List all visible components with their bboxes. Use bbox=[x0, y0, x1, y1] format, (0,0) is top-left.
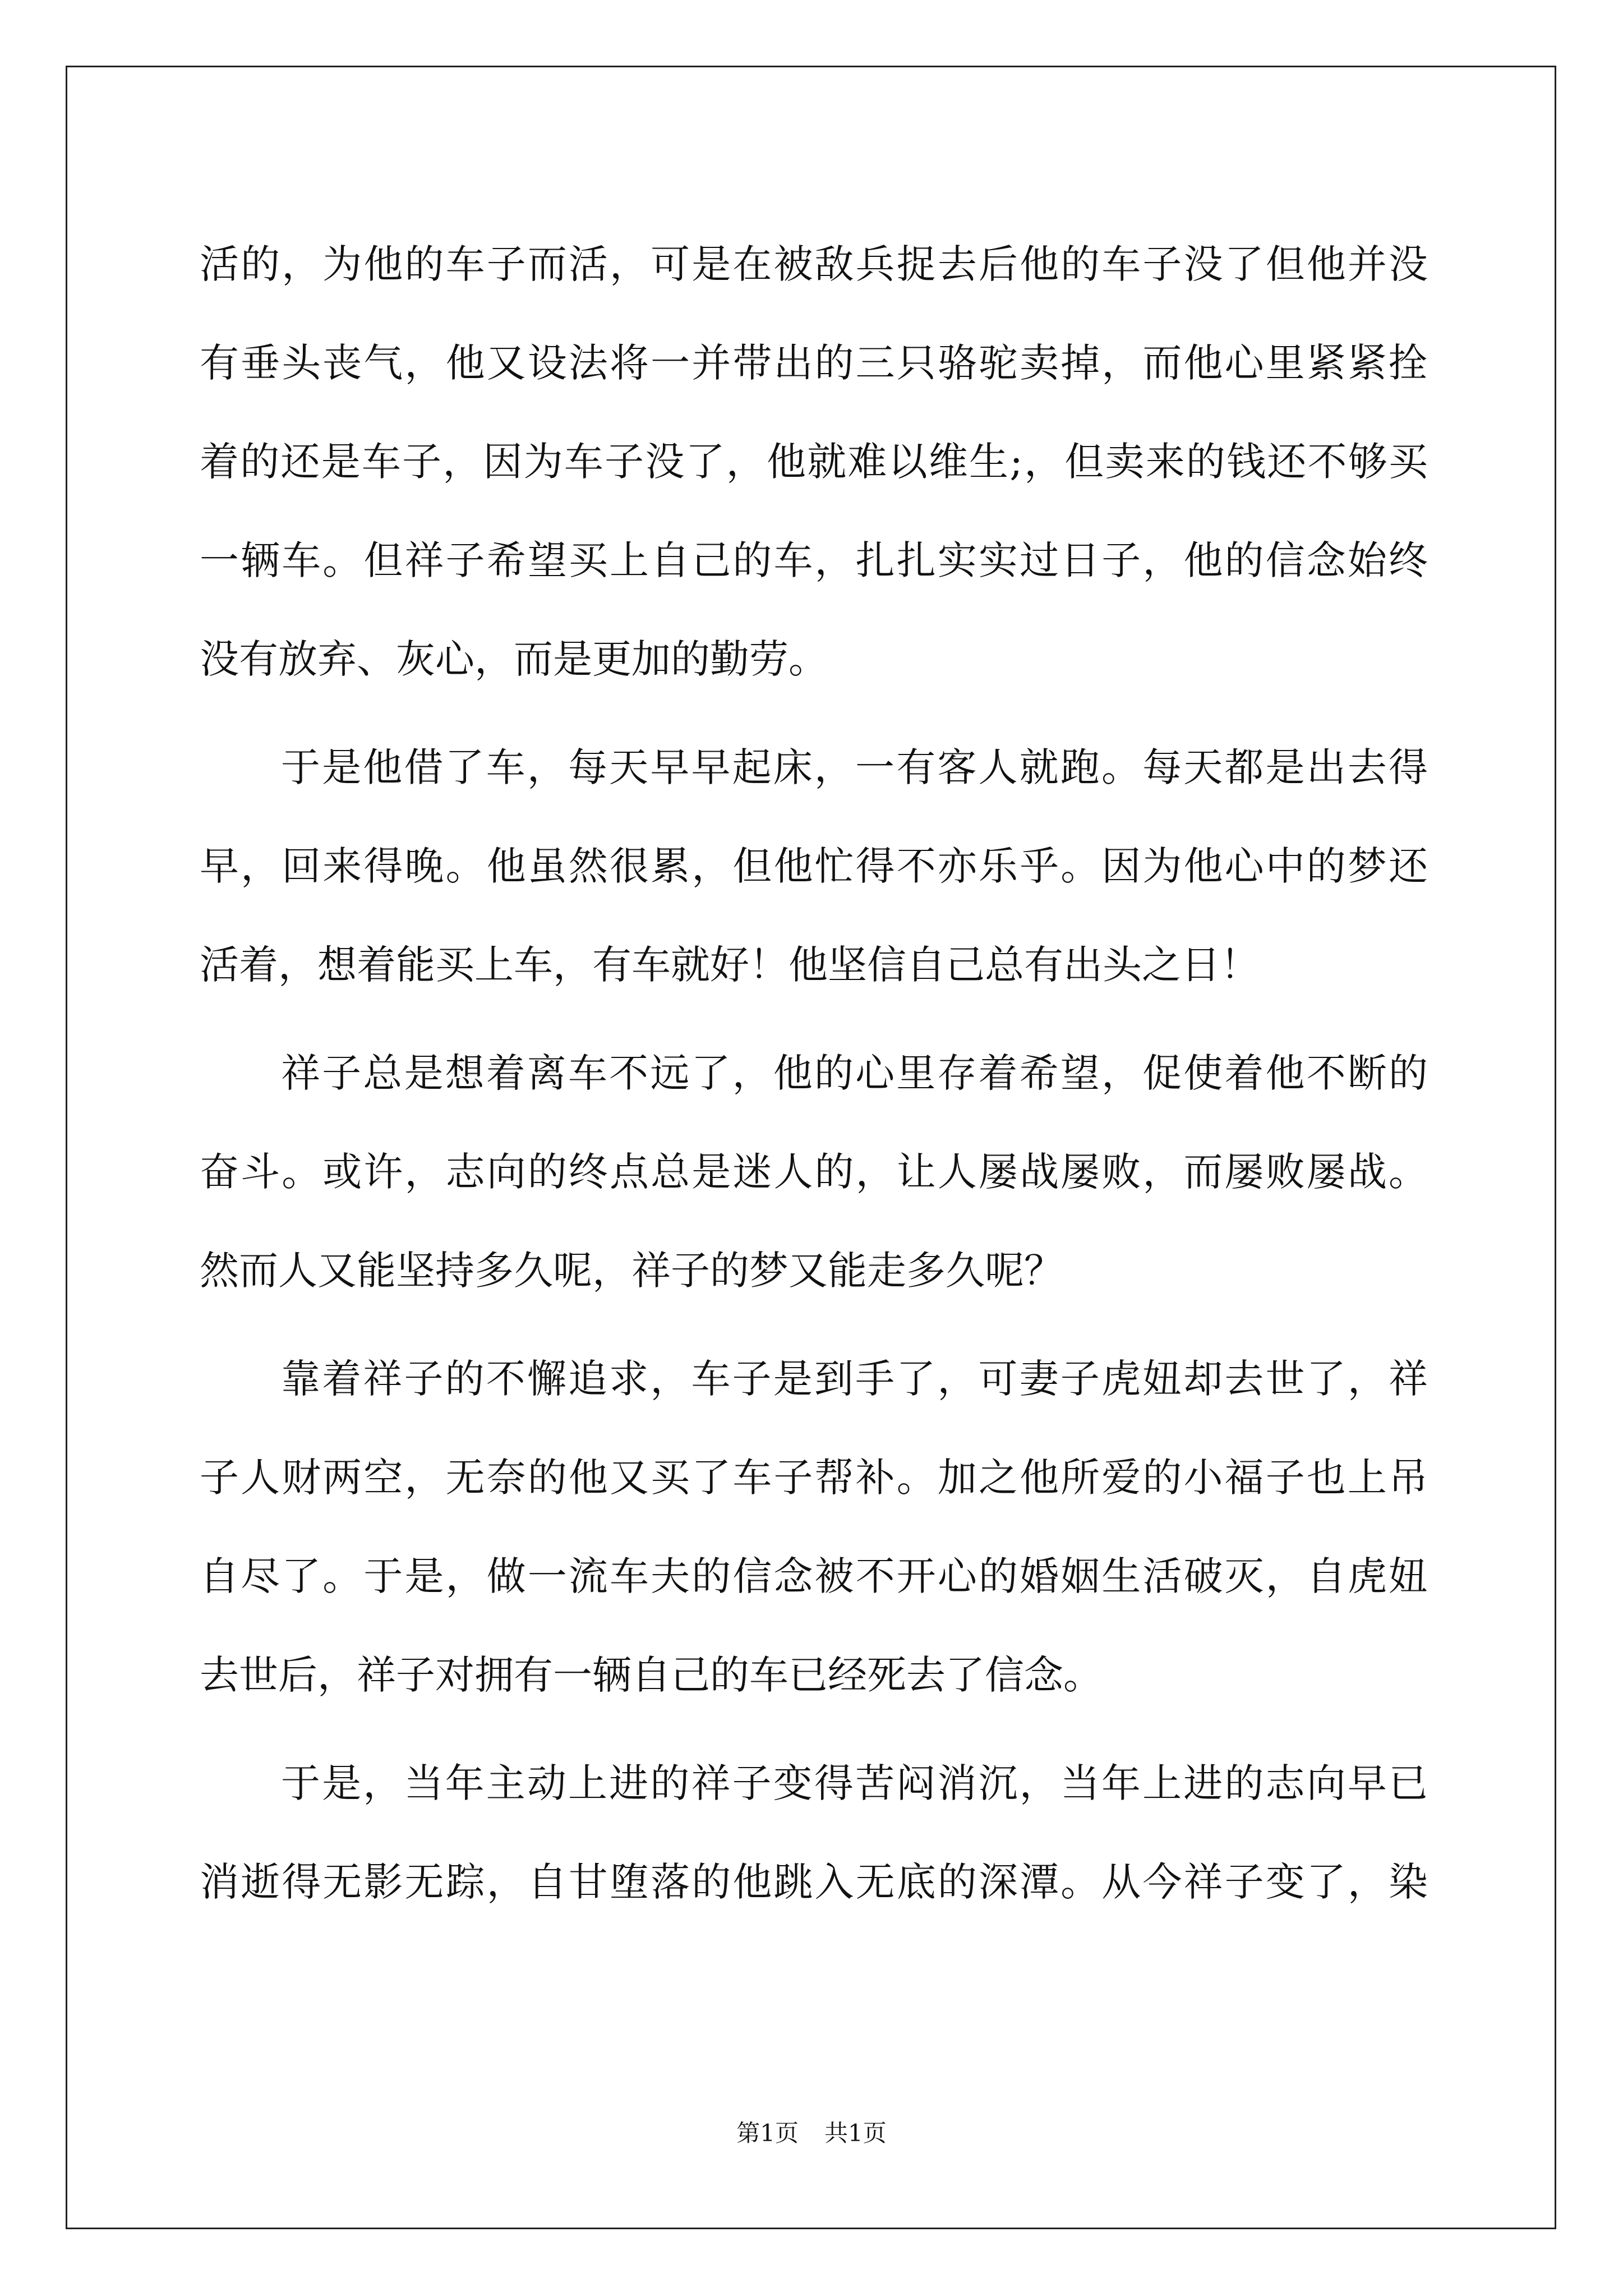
document-body bbox=[200, 215, 1428, 1931]
text-line: 没有放弃、灰心，而是更加的勤劳。 bbox=[200, 636, 828, 682]
text-line: 靠着祥子的不懈追求，车子是到手了，可妻子虎妞却去世了，祥 bbox=[281, 1356, 1428, 1402]
text-line: 于是他借了车，每天早早起床，一有客人就跑。每天都是出去得 bbox=[281, 744, 1428, 790]
text-line: 活着，想着能买上车，有车就好！他坚信自己总有出头之日！ bbox=[200, 942, 1260, 988]
text-line: 于是，当年主动上进的祥子变得苦闷消沉，当年上进的志向早已 bbox=[281, 1760, 1428, 1806]
text-line: 然而人又能坚持多久呢，祥子的梦又能走多久呢？ bbox=[200, 1248, 1063, 1294]
paragraph-4 bbox=[200, 1329, 1428, 1724]
page-number-current: 第1页 bbox=[736, 2119, 799, 2147]
paragraph-3 bbox=[200, 1024, 1428, 1320]
paragraph-5 bbox=[200, 1734, 1428, 1931]
text-line: 活的，为他的车子而活，可是在被敌兵捉去后他的车子没了但他并没 bbox=[200, 241, 1428, 287]
page-number-total: 共1页 bbox=[824, 2119, 887, 2147]
paragraph-2 bbox=[200, 718, 1428, 1014]
text-line: 自尽了。于是，做一流车夫的信念被不开心的婚姻生活破灭，自虎妞 bbox=[200, 1553, 1428, 1599]
text-line: 去世后，祥子对拥有一辆自己的车已经死去了信念。 bbox=[200, 1652, 1103, 1698]
text-line: 消逝得无影无踪，自甘堕落的他跳入无底的深潭。从今祥子变了，染 bbox=[200, 1859, 1428, 1905]
text-line: 奋斗。或许，志向的终点总是迷人的，让人屡战屡败，而屡败屡战。 bbox=[200, 1149, 1428, 1195]
text-line: 有垂头丧气，他又设法将一并带出的三只骆驼卖掉，而他心里紧紧拴 bbox=[200, 340, 1428, 386]
paragraph-1 bbox=[200, 215, 1428, 708]
text-line: 祥子总是想着离车不远了，他的心里存着希望，促使着他不断的 bbox=[281, 1050, 1428, 1096]
text-line: 早，回来得晚。他虽然很累，但他忙得不亦乐乎。因为他心中的梦还 bbox=[200, 843, 1428, 889]
text-line: 一辆车。但祥子希望买上自己的车，扎扎实实过日子，他的信念始终 bbox=[200, 537, 1428, 583]
text-line: 子人财两空，无奈的他又买了车子帮补。加之他所爱的小福子也上吊 bbox=[200, 1455, 1428, 1501]
page-footer bbox=[0, 2116, 1623, 2150]
text-line: 着的还是车子，因为车子没了，他就难以维生;，但卖来的钱还不够买 bbox=[200, 439, 1428, 485]
